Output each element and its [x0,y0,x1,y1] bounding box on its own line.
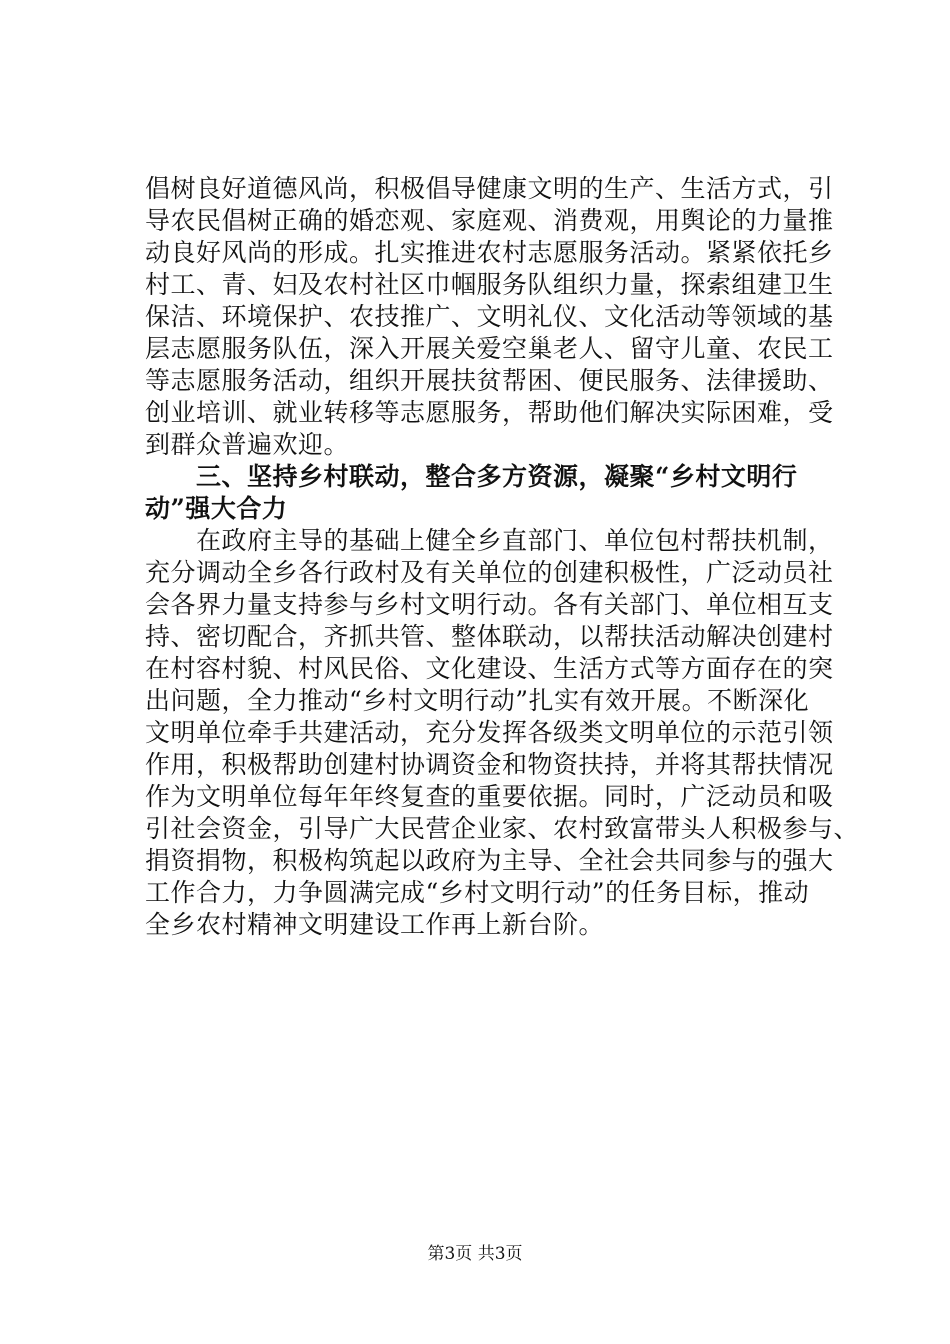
text-line: 会各界力量支持参与乡村文明行动。各有关部门、单位相互支 [145,590,834,619]
paragraph-2 [145,525,860,941]
text-line: 充分调动全乡各行政村及有关单位的创建积极性，广泛动员社 [145,558,834,587]
text-line: 创业培训、就业转移等志愿服务，帮助他们解决实际困难，受 [145,398,834,427]
page-footer: 第3页 共3页 [427,1244,523,1264]
text-line: 作用，积极帮助创建村协调资金和物资扶持，并将其帮扶情况 [145,750,834,779]
text-line: 作为文明单位每年年终复查的重要依据。同时，广泛动员和吸 [145,782,834,811]
text-line: 工作合力，力争圆满完成“乡村文明行动”的任务目标，推动 [145,878,810,907]
text-line: 出问题，全力推动“乡村文明行动”扎实有效开展。不断深化 [145,686,810,715]
text-line: 捐资捐物，积极构筑起以政府为主导、全社会共同参与的强大 [145,846,834,875]
text-line: 倡树良好道德风尚，积极倡导健康文明的生产、生活方式，引 [145,174,834,203]
text-line: 文明单位牵手共建活动，充分发挥各级类文明单位的示范引领 [145,718,834,747]
text-line: 在村容村貌、村风民俗、文化建设、生活方式等方面存在的突 [145,654,834,683]
text-line: 等志愿服务活动，组织开展扶贫帮困、便民服务、法律援助、 [145,366,834,395]
text-line: 持、密切配合，齐抓共管、整体联动，以帮扶活动解决创建村 [145,622,834,651]
text-line: 动良好风尚的形成。扎实推进农村志愿服务活动。紧紧依托乡 [145,238,834,267]
heading-line: 动”强大合力 [145,494,288,523]
text-line: 引社会资金，引导广大民营企业家、农村致富带头人积极参与、 [145,814,860,843]
text-line: 层志愿服务队伍，深入开展关爱空巢老人、留守儿童、农民工 [145,334,834,363]
heading-line: 三、坚持乡村联动，整合多方资源，凝聚“乡村文明行 [145,462,798,491]
document-body [145,173,860,941]
text-line: 到群众普遍欢迎。 [145,430,350,459]
section-heading [145,461,835,525]
text-line: 导农民倡树正确的婚恋观、家庭观、消费观，用舆论的力量推 [145,206,834,235]
text-line: 保洁、环境保护、农技推广、文明礼仪、文化活动等领域的基 [145,302,834,331]
text-line: 村工、青、妇及农村社区巾帼服务队组织力量，探索组建卫生 [145,270,834,299]
paragraph-1 [145,173,835,461]
text-line: 在政府主导的基础上健全乡直部门、单位包村帮扶机制， [145,526,834,555]
text-line: 全乡农村精神文明建设工作再上新台阶。 [145,910,605,939]
